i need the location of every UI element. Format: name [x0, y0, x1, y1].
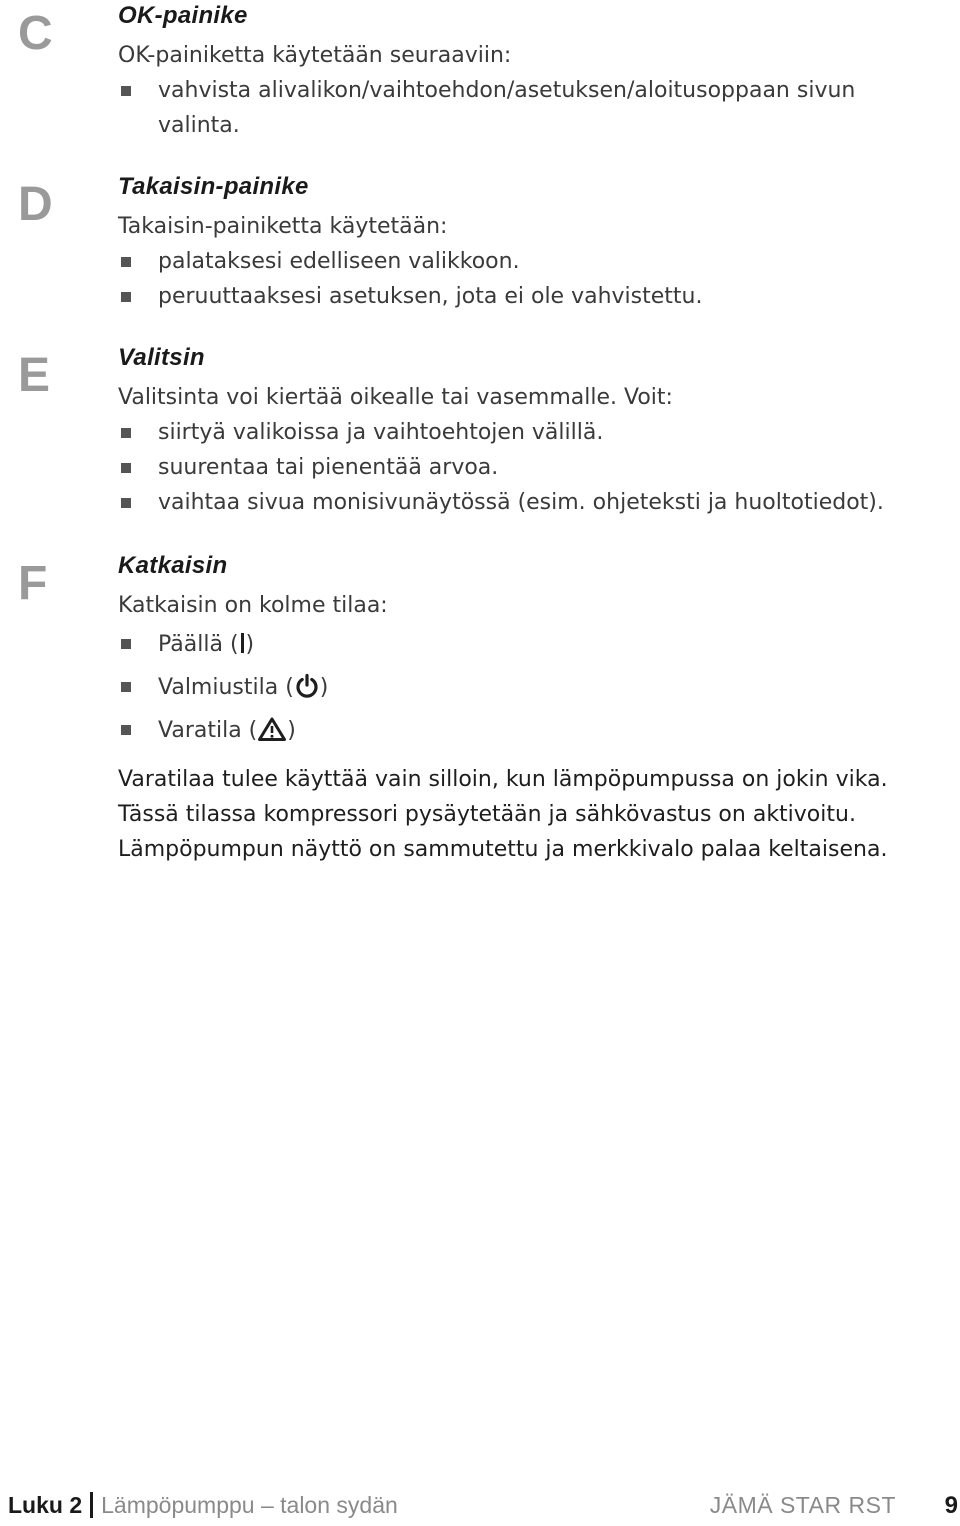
switch-state-standby — [118, 666, 920, 709]
section-ok-button — [118, 2, 920, 143]
bullet-list — [118, 415, 920, 520]
switch-state-list — [118, 623, 920, 752]
switch-state-reserve — [118, 709, 920, 752]
list-item — [118, 485, 920, 520]
list-item — [118, 244, 920, 279]
list-item-text: peruuttaaksesi asetuksen, jota ei ole vahvistettu. — [158, 284, 703, 309]
state-label: Päällä ( — [158, 632, 239, 657]
bullet-square-icon — [121, 498, 131, 508]
state-label: Varatila ( — [158, 718, 258, 743]
section-letter-e: E — [18, 349, 51, 402]
bullet-list — [118, 244, 920, 314]
bullet-square-icon — [121, 639, 131, 649]
state-label: Valmiustila ( — [158, 675, 294, 700]
section-back-button — [118, 173, 920, 314]
bullet-square-icon — [121, 292, 131, 302]
bullet-square-icon — [121, 257, 131, 267]
list-item-text: vahvista alivalikon/vaihtoehdon/asetuksen/aloitusoppaan sivun valinta. — [158, 78, 856, 138]
bullet-square-icon — [121, 725, 131, 735]
page-footer — [8, 1490, 960, 1526]
section-heading: Valitsin — [118, 344, 205, 371]
note-line: Lämpöpumpun näyttö on sammutettu ja merkkivalo palaa keltaisena. — [118, 837, 888, 862]
section-intro: Valitsinta voi kiertää oikealle tai vasemmalle. Voit: — [118, 385, 673, 410]
bullet-square-icon — [121, 86, 131, 96]
section-heading: Takaisin-painike — [118, 173, 309, 200]
warning-triangle-icon — [257, 716, 287, 742]
chapter-number: Luku 2 — [8, 1492, 83, 1518]
list-item — [118, 450, 920, 485]
section-main-switch — [118, 552, 920, 752]
list-item-text: suurentaa tai pienentää arvoa. — [158, 455, 499, 480]
state-close: ) — [245, 632, 255, 657]
power-icon — [294, 673, 320, 699]
section-intro: Takaisin-painiketta käytetään: — [118, 214, 448, 239]
footer-separator — [90, 1492, 93, 1518]
list-item-text: palataksesi edelliseen valikkoon. — [158, 249, 520, 274]
section-heading: Katkaisin — [118, 552, 228, 579]
list-item-text: vaihtaa sivua monisivunäytössä (esim. ohjeteksti ja huoltotiedot). — [158, 490, 884, 515]
section-letter-d: D — [18, 178, 53, 231]
on-bar-icon — [241, 633, 244, 653]
footer-chapter — [8, 1492, 398, 1519]
state-close: ) — [319, 675, 329, 700]
note-line: Varatilaa tulee käyttää vain silloin, kun lämpöpumpussa on jokin vika. — [118, 767, 888, 792]
note-line: Tässä tilassa kompressori pysäytetään ja sähkövastus on aktivoitu. — [118, 802, 856, 827]
section-intro: Katkaisin on kolme tilaa: — [118, 593, 388, 618]
bullet-square-icon — [121, 682, 131, 692]
bullet-square-icon — [121, 428, 131, 438]
section-heading: OK-painike — [118, 2, 248, 29]
bullet-square-icon — [121, 463, 131, 473]
list-item — [118, 415, 920, 450]
chapter-title: Lämpöpumppu – talon sydän — [101, 1492, 398, 1518]
section-selector — [118, 344, 920, 520]
section-letter-c: C — [18, 7, 53, 60]
list-item — [118, 73, 920, 143]
page-number: 9 — [944, 1492, 958, 1519]
switch-state-on — [118, 623, 920, 666]
section-intro: OK-painiketta käytetään seuraaviin: — [118, 43, 512, 68]
state-close: ) — [287, 718, 296, 743]
section-letter-f: F — [18, 557, 48, 610]
bullet-list — [118, 73, 920, 143]
reserve-mode-note — [118, 762, 920, 867]
list-item — [118, 279, 920, 314]
list-item-text: siirtyä valikoissa ja vaihtoehtojen välillä. — [158, 420, 604, 445]
product-name: JÄMÄ STAR RST — [709, 1492, 896, 1518]
